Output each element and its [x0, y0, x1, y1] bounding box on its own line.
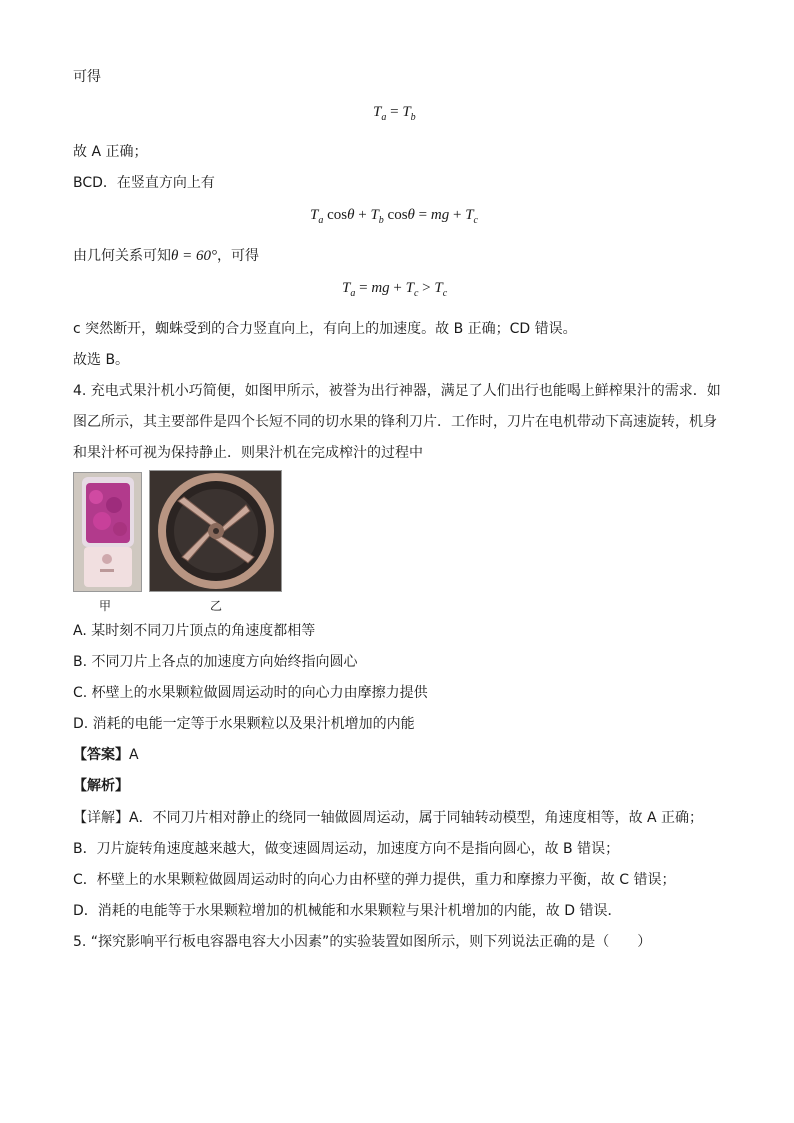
eq-symbol: T [373, 104, 382, 120]
eq-symbol: T [342, 280, 351, 296]
question-stem-line: 和果汁杯可视为保持静止．则果汁机在完成榨汁的过程中 [73, 445, 423, 461]
inline-math: θ = 60° [171, 248, 217, 264]
text-line [73, 245, 259, 265]
detail-line: D．消耗的电能等于水果颗粒增加的机械能和水果颗粒与果汁机增加的内能，故 D 错误． [73, 903, 622, 919]
text-line: BCD．在竖直方向上有 [73, 175, 215, 191]
juicer-photo [73, 472, 142, 592]
equation-ta-result [342, 280, 447, 299]
option-c: C. 杯壁上的水果颗粒做圆周运动时的向心力由摩擦力提供 [73, 685, 428, 701]
eq-operator: = [359, 280, 368, 296]
eq-symbol: θ [407, 207, 415, 223]
equation-ta-eq-tb [373, 104, 416, 123]
eq-symbol: T [310, 207, 319, 223]
eq-symbol: mg [430, 207, 450, 223]
eq-symbol: T [405, 280, 414, 296]
equation-vertical-balance [310, 207, 478, 226]
eq-operator: > [422, 280, 431, 296]
eq-subscript: c [442, 288, 448, 299]
detail-line: 【详解】A．不同刀片相对静止的绕同一轴做圆周运动，属于同轴转动模型，角速度相等，故 A 正确； [73, 810, 704, 826]
eq-func: cos [327, 207, 348, 223]
answer-label: 【答案】 [73, 747, 129, 763]
option-d: D. 消耗的电能一定等于水果颗粒以及果汁机增加的内能 [73, 716, 415, 732]
eq-symbol: T [465, 207, 474, 223]
eq-subscript: a [318, 215, 324, 226]
eq-symbol: T [402, 104, 411, 120]
option-a: A. 某时刻不同刀片顶点的角速度都相等 [73, 623, 316, 639]
eq-func: cos [387, 207, 408, 223]
text-line: 故 A 正确； [73, 144, 148, 160]
eq-symbol: T [434, 280, 443, 296]
detail-line: C．杯壁上的水果颗粒做圆周运动时的向心力由杯壁的弹力提供，重力和摩擦力平衡，故 C 错误； [73, 872, 676, 888]
figure-caption: 甲 [99, 599, 112, 613]
eq-subscript: a [381, 112, 387, 123]
question-stem-line: 5. “探究影响平行板电容器电容大小因素”的实验装置如图所示，则下列说法正确的是（ ） [73, 934, 652, 950]
eq-subscript: c [413, 288, 419, 299]
eq-operator: + [393, 280, 402, 296]
eq-subscript: a [350, 288, 356, 299]
eq-subscript: b [378, 215, 384, 226]
detail-line: B．刀片旋转角速度越来越大，做变速圆周运动，加速度方向不是指向圆心，故 B 错误； [73, 841, 620, 857]
text-fragment: ，可得 [217, 248, 259, 264]
eq-subscript: b [410, 112, 416, 123]
option-b: B. 不同刀片上各点的加速度方向始终指向圆心 [73, 654, 358, 670]
eq-operator: + [452, 207, 462, 223]
eq-subscript: c [473, 215, 478, 226]
eq-operator: = [418, 207, 428, 223]
text-line: 可得 [73, 69, 101, 85]
answer-value: A [129, 747, 139, 763]
eq-operator: + [358, 207, 367, 223]
eq-symbol: θ [347, 207, 355, 223]
text-line: 故选 B。 [73, 352, 130, 368]
text-line: c 突然断开，蜘蛛受到的合力竖直向上，有向上的加速度。故 B 正确；CD 错误。 [73, 321, 577, 337]
eq-symbol: T [370, 207, 379, 223]
eq-operator: = [390, 104, 399, 120]
question-stem-line: 图乙所示，其主要部件是四个长短不同的切水果的锋利刀片．工作时，刀片在电机带动下高速旋转，机身 [73, 414, 717, 430]
blade-photo [149, 470, 282, 592]
eq-symbol: mg [371, 280, 390, 296]
answer-line [73, 744, 139, 764]
figure-caption: 乙 [210, 599, 223, 613]
text-fragment: 由几何关系可知 [73, 248, 171, 264]
analysis-label: 【解析】 [73, 778, 129, 794]
question-stem-line: 4. 充电式果汁机小巧简便，如图甲所示，被誉为出行神器，满足了人们出行也能喝上鲜榨果汁的需求．如 [73, 383, 721, 399]
